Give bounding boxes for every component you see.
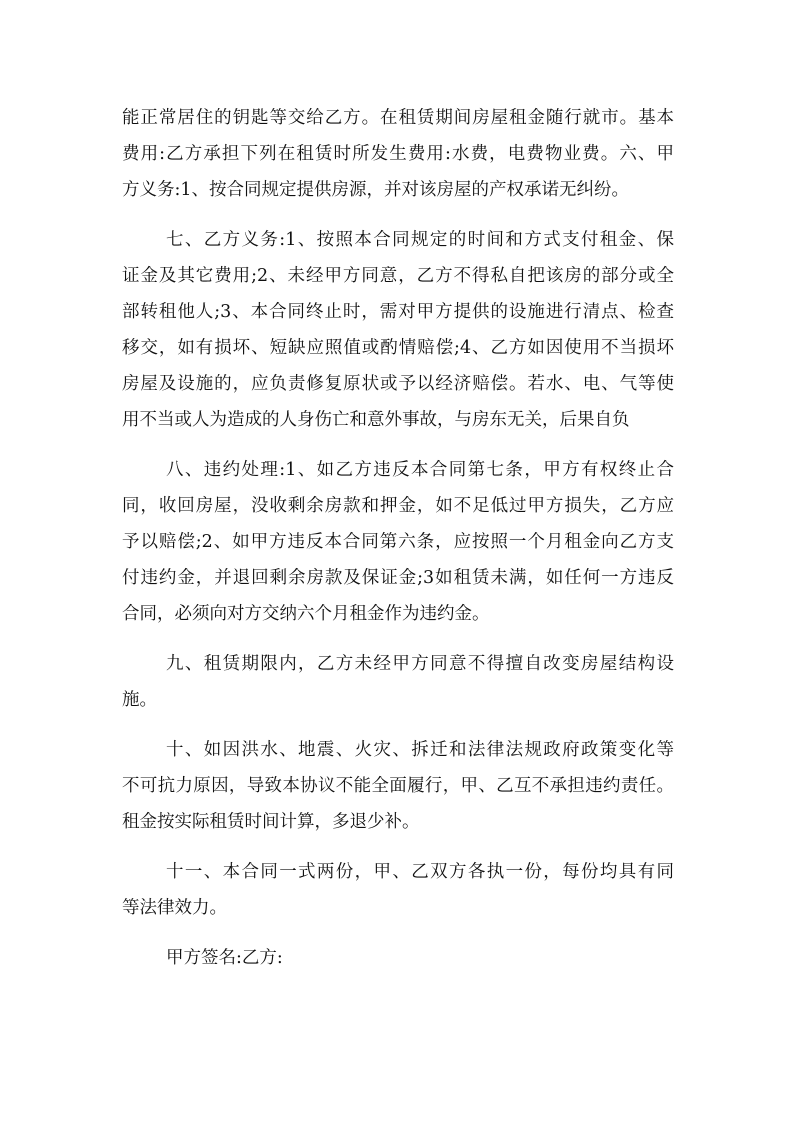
text-line: 费用:乙方承担下列在租赁时所发生费用:水费，电费物业费。六、甲 (122, 144, 674, 164)
text-line: 同，收回房屋，没收剩余房款和押金，如不足低过甲方损失，乙方应 (122, 496, 674, 516)
paragraph-breach-handling (122, 454, 674, 630)
text-line: 予以赔偿;2、如甲方违反本合同第六条，应按照一个月租金向乙方支 (122, 532, 674, 552)
text-line: 能正常居住的钥匙等交给乙方。在租赁期间房屋租金随行就市。基本 (122, 108, 674, 128)
text-line: 部转租他人;3、本合同终止时，需对甲方提供的设施进行清点、检查 (122, 302, 674, 322)
text-line: 合同，必须向对方交纳六个月租金作为违约金。 (122, 604, 490, 624)
text-line: 七、乙方义务:1、按照本合同规定的时间和方式支付租金、保 (166, 230, 674, 250)
text-line: 方义务:1、按合同规定提供房源，并对该房屋的产权承诺无纠纷。 (122, 180, 630, 200)
text-line: 移交，如有损坏、短缺应照值或酌情赔偿;4、乙方如因使用不当损坏 (122, 338, 674, 358)
text-line: 九、租赁期限内，乙方未经甲方同意不得擅自改变房屋结构设 (166, 654, 674, 674)
text-line: 十、如因洪水、地震、火灾、拆迁和法律法规政府政策变化等 (166, 740, 674, 760)
text-line: 证金及其它费用;2、未经甲方同意，乙方不得私自把该房的部分或全 (122, 266, 674, 286)
text-line: 租金按实际租赁时间计算，多退少补。 (122, 812, 420, 832)
paragraph-force-majeure (122, 734, 674, 838)
text-line: 房屋及设施的，应负责修复原状或予以经济赔偿。若水、电、气等使 (122, 374, 674, 394)
document-body (122, 102, 674, 978)
signature-line: 甲方签名:乙方: (166, 948, 283, 968)
paragraph-continuation (122, 102, 674, 206)
text-line: 付违约金，并退回剩余房款及保证金;3如租赁未满，如任何一方违反 (122, 568, 674, 588)
text-line: 施。 (122, 690, 157, 710)
text-line: 不可抗力原因，导致本协议不能全面履行，甲、乙互不承担违约责任。 (122, 776, 674, 796)
text-line: 八、违约处理:1、如乙方违反本合同第七条，甲方有权终止合 (166, 460, 674, 480)
text-line: 用不当或人为造成的人身伤亡和意外事故，与房东无关，后果自负 (122, 410, 630, 430)
paragraph-structure-changes (122, 648, 674, 716)
text-line: 十一、本合同一式两份，甲、乙双方各执一份，每份均具有同 (166, 862, 674, 882)
text-line: 等法律效力。 (122, 898, 227, 918)
paragraph-copies (122, 856, 674, 924)
paragraph-tenant-obligations (122, 224, 674, 436)
